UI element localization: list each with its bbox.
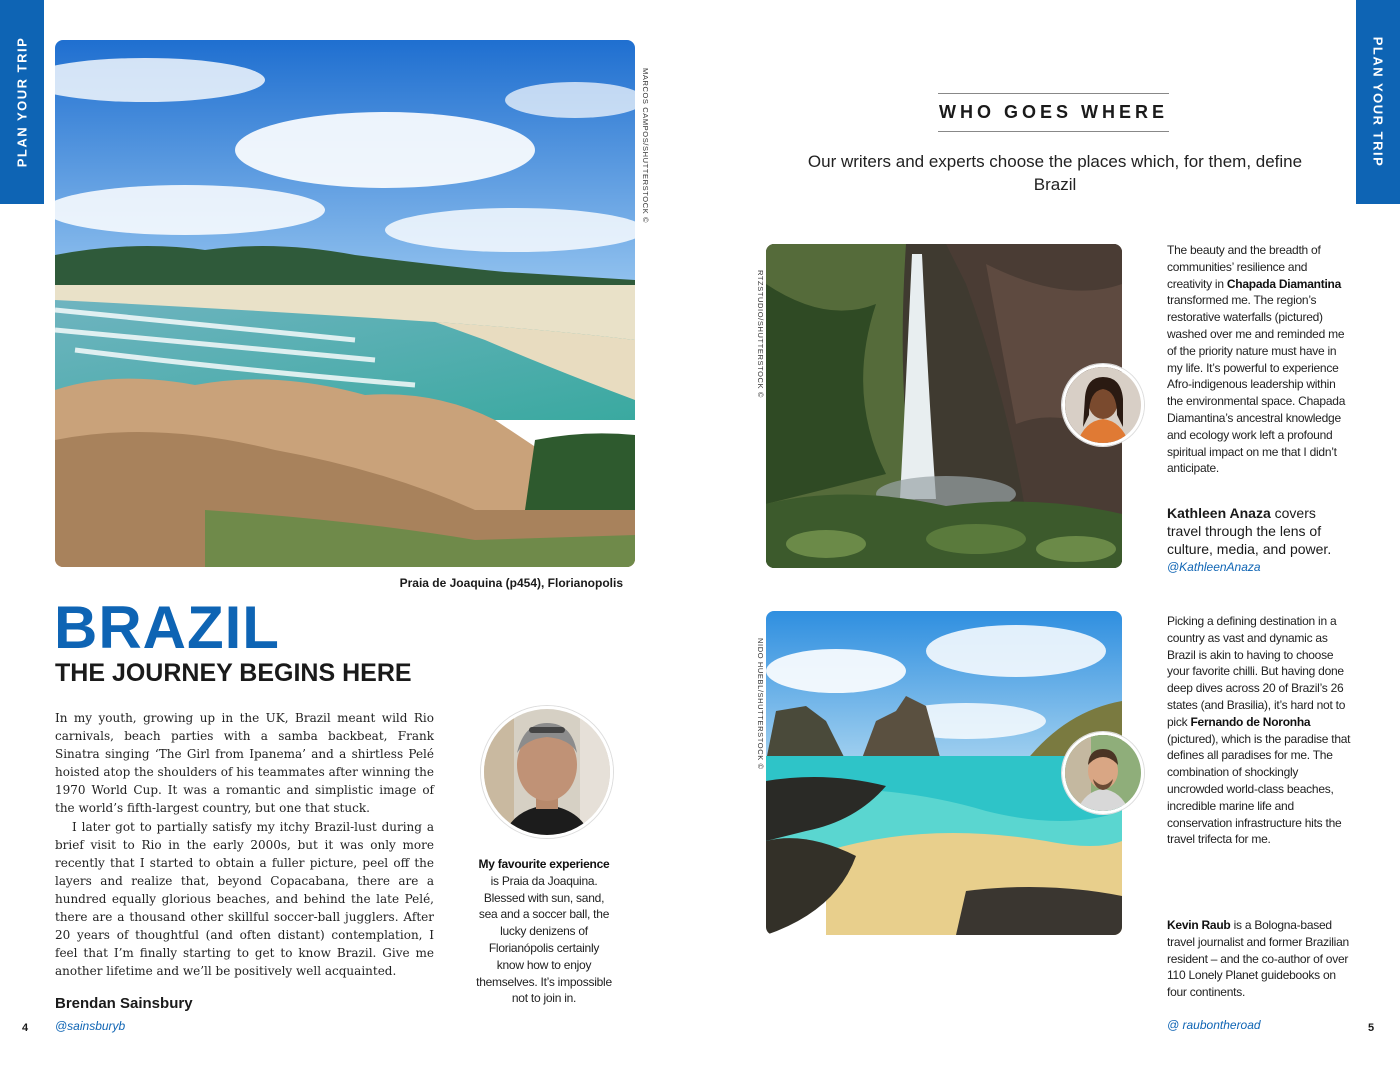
favourite-experience-text: is Praia da Joaquina. Blessed with sun, sand, sea and a soccer ball, the lucky denizens of Florianópolis certainly know how to enjoy themselves. It’s impossible not to join in. [476, 873, 612, 1006]
entry-noronha-text-1: Picking a defining destination in a country as vast and dynamic as Brazil is akin to having to choose your favorite chilli. But having done deep dives across 20 of Brazil’s 26 states (and Brasilia), it’s hard not to pick [1167, 614, 1346, 729]
entry-chapada-bio: covers travel through the lens of culture, media, and power. [1167, 505, 1332, 557]
hero-photo-caption: Praia de Joaquina (p454), Florianopolis [399, 576, 623, 590]
entry-noronha-bio: is a Bologna-based travel journalist and former Brazilian resident – and the co-author of over 110 Lonely Planet guidebooks on four continents. [1167, 918, 1349, 1000]
section-tab-left-label: PLAN YOUR TRIP [14, 36, 30, 168]
section-tab-left [0, 0, 44, 204]
author-avatar-brendan [481, 706, 613, 838]
waterfall-photo-credit: RTZSTUDIO/SHUTTERSTOCK © [756, 270, 765, 398]
entry-chapada-text-2: transformed me. The region’s restorative waterfalls (pictured) washed over me and reminded me of the priority nature must have in my life. It’s powerful to experience Afro-indigenous leadership within the environmental space. Chapada Diamantina’s ancestral knowledge and ecology work left a profound spiritual impact on me that I didn’t anticipate. [1167, 293, 1346, 476]
favourite-experience [474, 856, 614, 1007]
entry-noronha-author: Kevin Raub [1167, 918, 1231, 932]
author-avatar-kathleen [1062, 364, 1144, 446]
intro-paragraph-2: I later got to partially satisfy my itchy Brazil-lust during a brief visit to Rio in the early 2000s, but it was only more recently that I started to obtain a fuller picture, peel off the layers and realize that, beyond Copacabana, there are a hundred equally glorious beaches, and behind the late Pelé, there are a thousand other skillful soccer-ball jugglers. After 20 years of thoughtful (and often distant) contemplation, I feel that I’m finally starting to get to know Brazil. Give me another lifetime and we’ll be positively well acquainted. [55, 819, 434, 979]
section-intro: Our writers and experts choose the places which, for them, define Brazil [807, 152, 1303, 194]
hero-photo-credit: MARCOS CAMPOS/SHUTTERSTOCK © [641, 68, 650, 224]
author-avatar-kevin [1062, 732, 1144, 814]
entry-noronha-place: Fernando de Noronha [1190, 714, 1311, 729]
entry-noronha-text-2: (pictured), which is the paradise that defines all paradises for me. The combination of shockingly uncrowded world-class beaches, incredible marine life and conservation infrastructure hits the travel trifecta for me. [1167, 731, 1351, 847]
entry-chapada-author: Kathleen Anaza [1167, 505, 1271, 521]
entry-chapada-handle[interactable]: @KathleenAnaza [1167, 560, 1261, 574]
intro-article [55, 709, 434, 980]
section-tab-right-label: PLAN YOUR TRIP [1370, 36, 1386, 168]
intro-paragraph-1: In my youth, growing up in the UK, Brazil meant wild Rio carnivals, beach parties with a samba backbeat, Frank Sinatra singing ‘The Girl from Ipanema’ and a shirtless Pelé hoisted atop the shoulders of his teammates after winning the 1970 World Cup. It was a romantic and simplistic image of the world’s fifth-largest country, but one that stuck. [55, 711, 434, 816]
hero-photo-beach [55, 40, 635, 567]
section-heading: WHO GOES WHERE [938, 93, 1169, 132]
author-handle[interactable]: @sainsburyb [55, 1019, 126, 1033]
entry-noronha-text [1167, 613, 1352, 848]
favourite-experience-lead: My favourite experience [478, 857, 610, 871]
page-subtitle: THE JOURNEY BEGINS HERE [55, 659, 412, 687]
entry-chapada-text [1167, 242, 1352, 477]
noronha-photo-credit: NIDO HUEBL/SHUTTERSTOCK © [756, 638, 765, 770]
page-number-left: 4 [22, 1022, 29, 1034]
page-number-right: 5 [1368, 1022, 1375, 1034]
author-name: Brendan Sainsbury [55, 995, 193, 1012]
entry-noronha-author-bio [1167, 917, 1352, 1001]
entry-noronha-handle[interactable]: @ raubontheroad [1167, 1018, 1261, 1032]
entry-chapada-author-bio [1167, 504, 1347, 558]
section-tab-right [1356, 0, 1400, 204]
page-title: BRAZIL [54, 594, 280, 661]
entry-chapada-place: Chapada Diamantina [1226, 276, 1342, 291]
entry-chapada-text-1: The beauty and the breadth of communities’ resilience and creativity in [1167, 243, 1321, 291]
